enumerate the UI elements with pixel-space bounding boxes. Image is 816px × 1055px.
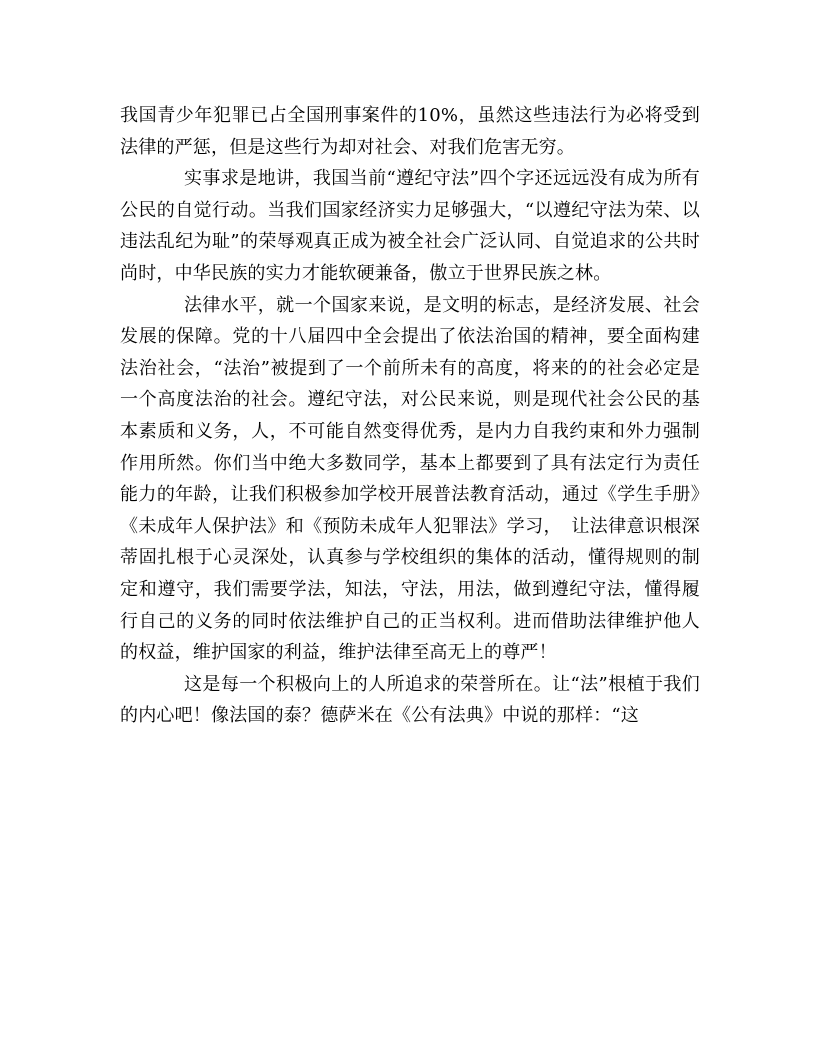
paragraph-2: 实事求是地讲，我国当前“遵纪守法”四个字还远远没有成为所有公民的自觉行动。当我们国家经济实力足够强大，“以遵纪守法为荣、以违法乱纪为耻”的荣辱观真正成为被全社会广泛认同、自觉追求的公共时尚时，中华民族的实力才能软硬兼备，傲立于世界民族之林。 (120, 168, 700, 284)
document-body (120, 100, 700, 732)
paragraph-1: 我国青少年犯罪已占全国刑事案件的10%，虽然这些违法行为必将受到法律的严惩，但是这些行为却对社会、对我们危害无穷。 (120, 105, 700, 158)
paragraph-4: 这是每一个积极向上的人所追求的荣誉所在。让“法”根植于我们的内心吧！像法国的泰？德萨米在《公有法典》中说的那样：“这 (120, 673, 700, 727)
paragraph-3: 法律水平，就一个国家来说，是文明的标志，是经济发展、社会发展的保障。党的十八届四中全会提出了依法治国的精神，要全面构建法治社会，“法治”被提到了一个前所未有的高度，将来的的社会必定是一个高度法治的社会。遵纪守法，对公民来说，则是现代社会公民的基本素质和义务，人，不可能自然变得优秀，是内力自我约束和外力强制作用所然。你们当中绝大多数同学，基本上都要到了具有法定行为责任能力的年龄，让我们积极参加学校开展普法教育活动，通过《学生手册》《未成年人保护法》和《预防未成年人犯罪法》学习， 让法律意识根深蒂固扎根于心灵深处，认真参与学校组织的集体的活动，懂得规则的制定和遵守，我们需要学法，知法，守法，用法，做到遵纪守法，懂得履行自己的义务的同时依法维护自己的正当权利。进而借助法律维护他人的权益，维护国家的利益，维护法律至高无上的尊严！ (120, 294, 700, 664)
